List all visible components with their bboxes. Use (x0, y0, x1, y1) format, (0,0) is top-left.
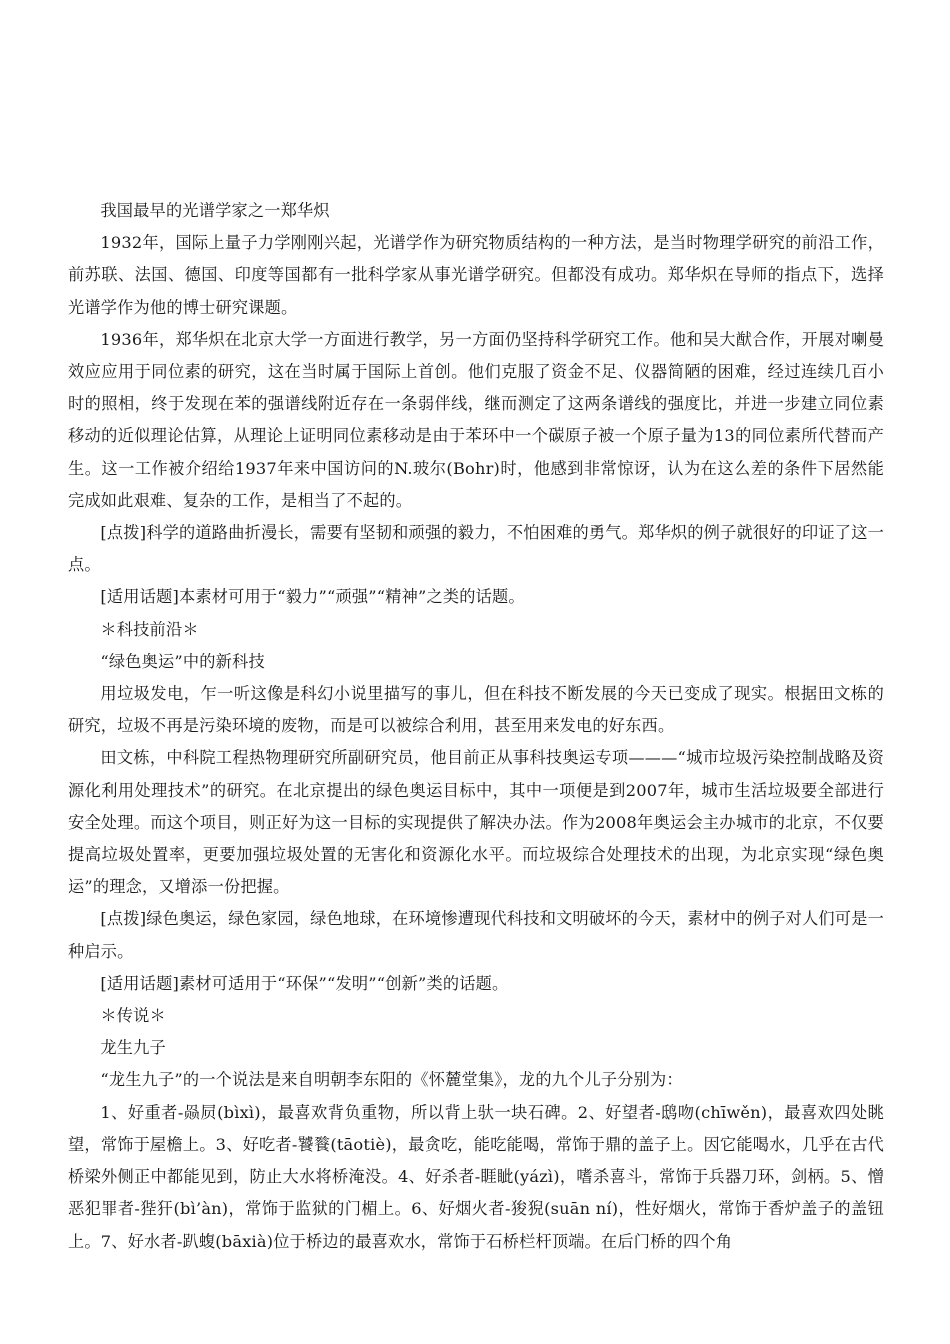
applicable-topics-1: [适用话题]本素材可用于“毅力”“顽强”“精神”之类的话题。 (100, 587, 525, 607)
paragraph-1936: 1936年，郑华炽在北京大学一方面进行教学，另一方面仍坚持科学研究工作。他和吴大猷合作，开展对喇曼效应应用于同位素的研究，这在当时属于国际上首创。他们克服了资金不足、仪器简陋的困难，经过连续几百小时的照相，终于发现在苯的强谱线附近存在一条弱伴线，继而测定了这两条谱线的强度比，并进一步建立同位素移动的近似理论估算，从理论上证明同位素移动是由于苯环中一个碳原子被一个原子量为13的同位素所代替而产生。这一工作被介绍给1937年来中国访问的N.玻尔(Bohr)时，他感到非常惊讶，认为在这么差的条件下居然能完成如此艰难、复杂的工作，是相当了不起的。 (68, 329, 884, 510)
section-heading-tech-frontier: ＊科技前沿＊ (100, 619, 199, 639)
paragraph-tian-wendong: 田文栋，中科院工程热物理研究所副研究员，他目前正从事科技奥运专项———“城市垃圾污染控制战略及资源化利用处理技术”的研究。在北京提出的绿色奥运目标中，其中一项便是到2007年，城市生活垃圾要全部进行安全处理。而这个项目，则正好为这一目标的实现提供了解决办法。作为2008年奥运会主办城市的北京，不仅要提高垃圾处置率，更要加强垃圾处置的无害化和资源化水平。而垃圾综合处理技术的出现，为北京实现“绿色奥运”的理念，又增添一份把握。 (68, 748, 884, 897)
paragraph-nine-sons-intro: “龙生九子”的一个说法是来自明朝李东阳的《怀麓堂集》，龙的九个儿子分别为： (100, 1070, 683, 1090)
commentary-green: [点拨]绿色奥运，绿色家园，绿色地球，在环境惨遭现代科技和文明破坏的今天，素材中的例子对人们可是一种启示。 (68, 909, 884, 961)
document-body (68, 195, 884, 1258)
article-title-green-olympics: “绿色奥运”中的新科技 (100, 651, 265, 671)
article-title-nine-sons: 龙生九子 (100, 1038, 166, 1058)
paragraph-garbage-power: 用垃圾发电，乍一听这像是科幻小说里描写的事儿，但在科技不断发展的今天已变成了现实。根据田文栋的研究，垃圾不再是污染环境的废物，而是可以被综合利用，甚至用来发电的好东西。 (68, 684, 884, 736)
commentary-perseverance: [点拨]科学的道路曲折漫长，需要有坚韧和顽强的毅力，不怕困难的勇气。郑华炽的例子就很好的印证了这一点。 (68, 523, 884, 575)
paragraph-nine-sons-list: 1、好重者-赑屃(bìxì)，最喜欢背负重物，所以背上驮一块石碑。2、好望者-鸱吻(chīwěn)，最喜欢四处眺望，常饰于屋檐上。3、好吃者-饕餮(tāotiè)，最贪吃，能吃能喝，常饰于鼎的盖子上。因它能喝水，几乎在古代桥梁外侧正中都能见到，防止大水将桥淹没。4、好杀者-睚眦(yázì)，嗜杀喜斗，常饰于兵器刀环，剑柄。5、憎恶犯罪者-狴犴(bì’àn)，常饰于监狱的门楣上。6、好烟火者-狻猊(suān ní)，性好烟火，常饰于香炉盖子的盖钮上。7、好水者-趴蝮(bāxià)位于桥边的最喜欢水，常饰于石桥栏杆顶端。在后门桥的四个角 (68, 1102, 884, 1251)
applicable-topics-2: [适用话题]素材可适用于“环保”“发明”“创新”类的话题。 (100, 973, 509, 993)
paragraph-1932: 1932年，国际上量子力学刚刚兴起，光谱学作为研究物质结构的一种方法，是当时物理学研究的前沿工作，前苏联、法国、德国、印度等国都有一批科学家从事光谱学研究。但都没有成功。郑华炽在导师的指点下，选择光谱学作为他的博士研究课题。 (68, 233, 884, 317)
article-title-zheng-huachi: 我国最早的光谱学家之一郑华炽 (100, 201, 330, 220)
section-heading-legend: ＊传说＊ (100, 1006, 166, 1026)
